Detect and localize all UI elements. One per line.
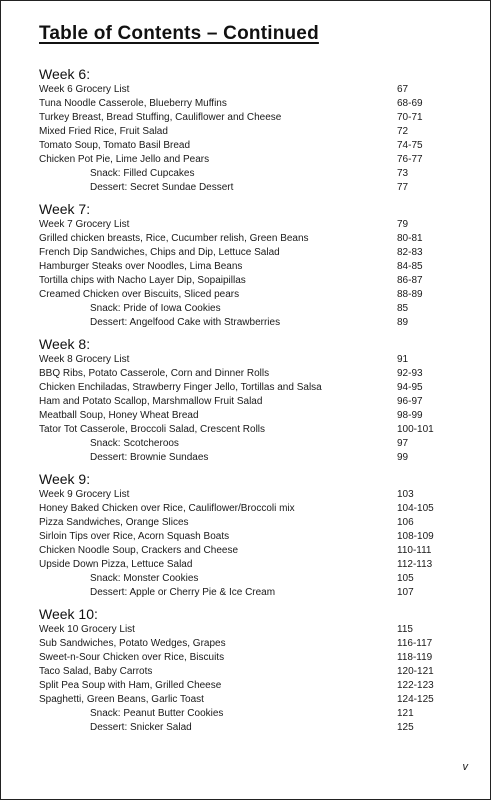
toc-entry [39,97,459,111]
toc-entry-label: Tortilla chips with Nacho Layer Dip, Sopaipillas [39,275,246,286]
toc-entry [39,679,459,693]
week-heading: Week 8: [39,336,91,352]
toc-entry-pages: 79 [397,219,409,230]
toc-entry-pages: 107 [397,587,414,598]
toc-entry-pages: 72 [397,126,409,137]
toc-entry [39,302,459,316]
toc-entry-label: Tuna Noodle Casserole, Blueberry Muffins [39,98,227,109]
toc-entry-pages: 108-109 [397,531,434,542]
toc-entry-pages: 89 [397,317,409,328]
toc-entry-label: Week 7 Grocery List [39,219,130,230]
toc-entry-label: Chicken Pot Pie, Lime Jello and Pears [39,154,210,165]
toc-entry [39,316,459,330]
toc-entry-pages: 70-71 [397,112,423,123]
week-heading: Week 9: [39,471,91,487]
toc-entry [39,381,459,395]
toc-entry-pages: 103 [397,489,414,500]
toc-entry [39,232,459,246]
toc-entry-label: Snack: Filled Cupcakes [90,168,195,179]
toc-entry-pages: 73 [397,168,409,179]
toc-entry-pages: 116-117 [397,638,433,649]
toc-entry-label: French Dip Sandwiches, Chips and Dip, Lettuce Salad [39,247,280,258]
toc-entry-pages: 110-111 [397,545,432,556]
page-number: v [462,761,468,773]
toc-entry-pages: 92-93 [397,368,423,379]
toc-entry-pages: 91 [397,354,409,365]
toc-entry-label: Tomato Soup, Tomato Basil Bread [39,140,191,151]
toc-entry [39,246,459,260]
toc-entry [39,111,459,125]
toc-entry-pages: 105 [397,573,414,584]
toc-entry-label: Hamburger Steaks over Noodles, Lima Beans [39,261,243,272]
toc-entry-label: Ham and Potato Scallop, Marshmallow Fruit Salad [39,396,263,407]
toc-entry [39,488,459,502]
toc-entry-label: Dessert: Secret Sundae Dessert [90,182,234,193]
toc-entry-pages: 120-121 [397,666,434,677]
toc-entry-label: Chicken Enchiladas, Strawberry Finger Jello, Tortillas and Salsa [39,382,322,393]
toc-entry [39,260,459,274]
toc-entry-label: Split Pea Soup with Ham, Grilled Cheese [39,680,222,691]
toc-entry [39,83,459,97]
toc-entry [39,516,459,530]
toc-entry [39,693,459,707]
toc-entry-label: Chicken Noodle Soup, Crackers and Cheese [39,545,238,556]
toc-entry-label: Week 9 Grocery List [39,489,130,500]
toc-entry [39,423,459,437]
toc-entry [39,125,459,139]
toc-entry [39,288,459,302]
toc-entry [39,181,459,195]
toc-entry [39,707,459,721]
toc-entry [39,451,459,465]
toc-entry [39,665,459,679]
toc-entry [39,395,459,409]
toc-entry-label: Mixed Fried Rice, Fruit Salad [39,126,168,137]
toc-entry-label: Meatball Soup, Honey Wheat Bread [39,410,199,421]
toc-entry [39,153,459,167]
toc-section [39,605,459,735]
toc-entry-pages: 74-75 [397,140,423,151]
toc-entry [39,623,459,637]
toc-entry-label: Sweet-n-Sour Chicken over Rice, Biscuits [39,652,225,663]
toc-entry-label: Snack: Monster Cookies [90,573,199,584]
toc-entry-label: Week 10 Grocery List [39,624,135,635]
toc-entry-pages: 125 [397,722,414,733]
toc-entry-label: Week 8 Grocery List [39,354,130,365]
toc-entry-label: Grilled chicken breasts, Rice, Cucumber relish, Green Beans [39,233,309,244]
toc-entry [39,572,459,586]
toc-entry-pages: 121 [397,708,414,719]
toc-entry-label: Upside Down Pizza, Lettuce Salad [39,559,193,570]
toc-entry [39,651,459,665]
toc-entry [39,721,459,735]
toc-entry-pages: 96-97 [397,396,423,407]
toc-entry-label: Dessert: Apple or Cherry Pie & Ice Cream [90,587,276,598]
toc-entry-label: Snack: Pride of Iowa Cookies [90,303,221,314]
toc-entry-label: Pizza Sandwiches, Orange Slices [39,517,189,528]
toc-entry-pages: 88-89 [397,289,423,300]
toc-section [39,200,459,330]
toc-entry-label: Honey Baked Chicken over Rice, Cauliflower/Broccoli mix [39,503,295,514]
toc-entry-label: Sirloin Tips over Rice, Acorn Squash Boats [39,531,230,542]
toc-entry [39,437,459,451]
toc-entry-label: Dessert: Snicker Salad [90,722,192,733]
toc-entry-pages: 112-113 [397,559,433,570]
toc-entry-pages: 115 [397,624,413,635]
toc-entry [39,218,459,232]
toc-entry-pages: 67 [397,84,409,95]
toc-entry-label: Snack: Scotcheroos [90,438,179,449]
toc-entry-pages: 86-87 [397,275,423,286]
toc-entry [39,274,459,288]
toc-entry-label: Spaghetti, Green Beans, Garlic Toast [39,694,204,705]
toc-section [39,65,459,195]
toc-entry-pages: 82-83 [397,247,423,258]
toc-entry-pages: 94-95 [397,382,423,393]
toc-entry-label: Week 6 Grocery List [39,84,130,95]
toc-entry [39,502,459,516]
toc-section [39,470,459,600]
toc-entry-pages: 68-69 [397,98,423,109]
toc-entry-pages: 118-119 [397,652,433,663]
toc-entry-label: Dessert: Brownie Sundaes [90,452,209,463]
toc-entry-label: Sub Sandwiches, Potato Wedges, Grapes [39,638,226,649]
toc-section [39,335,459,465]
toc-entry-label: Creamed Chicken over Biscuits, Sliced pears [39,289,240,300]
week-heading: Week 10: [39,606,98,622]
toc-entry [39,558,459,572]
toc-entry-pages: 85 [397,303,409,314]
toc-entry [39,367,459,381]
toc-entry-label: Tator Tot Casserole, Broccoli Salad, Crescent Rolls [39,424,266,435]
toc-entry-pages: 76-77 [397,154,423,165]
toc-entry-pages: 122-123 [397,680,434,691]
toc-entry-pages: 84-85 [397,261,423,272]
toc-entry [39,637,459,651]
toc-entry-pages: 124-125 [397,694,434,705]
toc-entry [39,353,459,367]
toc-entry-pages: 97 [397,438,409,449]
week-heading: Week 6: [39,66,91,82]
toc-entry-label: BBQ Ribs, Potato Casserole, Corn and Dinner Rolls [39,368,270,379]
toc-entry-pages: 99 [397,452,409,463]
toc-entry [39,544,459,558]
toc-entry-label: Taco Salad, Baby Carrots [39,666,153,677]
toc-entry-pages: 100-101 [397,424,434,435]
toc-entry-label: Snack: Peanut Butter Cookies [90,708,224,719]
toc-entry-label: Dessert: Angelfood Cake with Strawberries [90,317,281,328]
toc-entry [39,167,459,181]
toc-entry-pages: 106 [397,517,414,528]
toc-entry [39,139,459,153]
toc-entry-pages: 77 [397,182,409,193]
week-heading: Week 7: [39,201,91,217]
toc-entry [39,409,459,423]
toc-entry [39,530,459,544]
toc-entry [39,586,459,600]
toc-list [39,65,459,740]
toc-entry-pages: 80-81 [397,233,423,244]
toc-entry-pages: 98-99 [397,410,423,421]
toc-entry-pages: 104-105 [397,503,434,514]
page-title: Table of Contents – Continued [39,23,319,44]
toc-entry-label: Turkey Breast, Bread Stuffing, Cauliflower and Cheese [39,112,282,123]
